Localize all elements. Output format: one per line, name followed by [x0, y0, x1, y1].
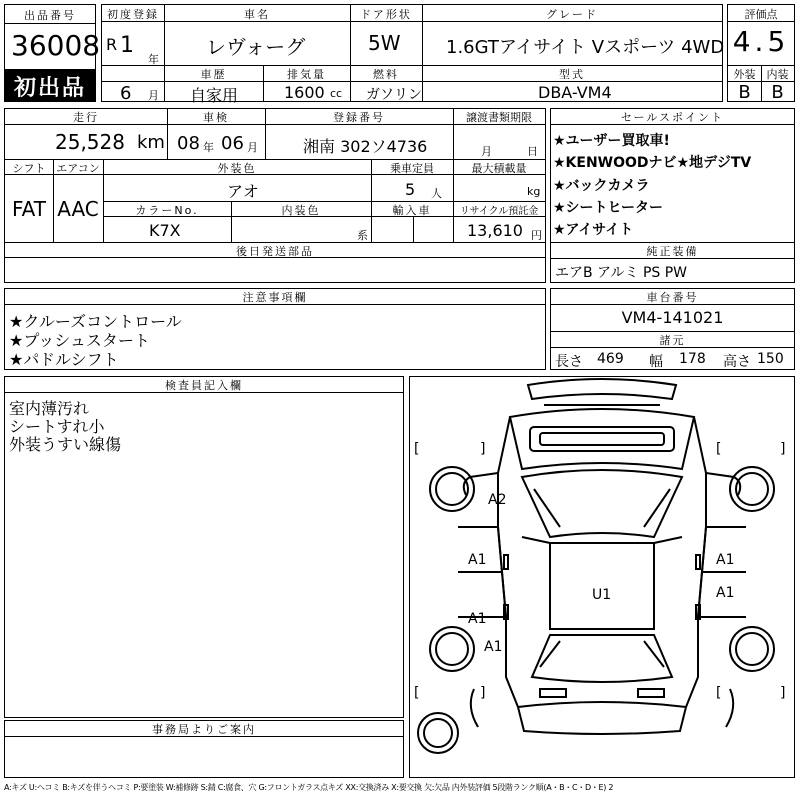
displacement-value: 1600 — [284, 83, 325, 102]
recycle-value: 13,610 — [467, 221, 523, 240]
import-label: 輸入車 — [392, 204, 432, 217]
spec-title: 諸元 — [659, 334, 686, 347]
bracket-rear-right-open: [ — [716, 685, 722, 701]
first-reg-year: 1 — [120, 33, 134, 58]
damage-mark-a1-left-front-door: A1 — [468, 552, 487, 568]
car-name: レヴォーグ — [206, 35, 306, 59]
first-listing-text: 初出品 — [13, 76, 86, 101]
damage-mark-a2: A2 — [488, 492, 507, 508]
main-header-box — [101, 4, 725, 105]
fuel-label: 燃料 — [373, 68, 399, 81]
load-unit: kg — [527, 185, 541, 198]
sales-points-title: セールスポイント — [620, 111, 724, 124]
height-value: 150 — [757, 351, 784, 367]
ac-value: AAC — [57, 197, 99, 221]
color-no-value: K7X — [149, 221, 181, 240]
load-label: 最大積載量 — [471, 162, 527, 175]
bracket-front-right-open: [ — [716, 441, 722, 457]
transfer-label: 譲渡書類期限 — [466, 111, 532, 124]
bracket-front-left-open: [ — [414, 441, 420, 457]
color-value: アオ — [227, 182, 259, 201]
recycle-label: リサイクル預託金 — [459, 206, 539, 217]
capacity-unit: 人 — [431, 187, 442, 200]
mileage-unit: km — [137, 132, 165, 153]
later-parts-label: 後日発送部品 — [236, 245, 314, 258]
exterior-label: 外装 — [733, 68, 756, 81]
damage-mark-a1-right-rear-door: A1 — [716, 585, 735, 601]
inspection-year-unit: 年 — [203, 141, 214, 154]
bracket-front-left-close: ] — [480, 441, 486, 457]
interior-score: B — [771, 82, 784, 103]
length-value: 469 — [597, 351, 624, 367]
chassis-value: VM4-141021 — [621, 308, 724, 327]
width-label: 幅 — [649, 354, 663, 370]
chassis-box — [550, 288, 795, 370]
exterior-score: B — [738, 82, 751, 103]
lot-number: 36008 — [11, 29, 101, 62]
fuel-value: ガソリン — [366, 87, 422, 103]
note-1: ★クルーズコントロール — [9, 312, 182, 331]
damage-mark-u1-roof: U1 — [592, 587, 612, 603]
genuine-value: エアB アルミ PS PW — [555, 265, 688, 281]
office-title: 事務局よりご案内 — [152, 723, 256, 736]
chassis-title: 車台番号 — [646, 291, 699, 304]
damage-mark-a1-left-quarter: A1 — [484, 639, 503, 655]
transfer-month-unit: 月 — [481, 145, 492, 158]
transfer-day-unit: 日 — [527, 145, 538, 158]
damage-mark-a1-left-rear-door: A1 — [468, 611, 487, 627]
history-value: 自家用 — [190, 86, 239, 105]
legend-text: A:キズ U:ヘコミ B:キズを伴うヘコミ P:要塗装 W:補修跡 S:錆 C:腐食、穴 G:フロントガラス点キズ XX:交換済み X:要交換 欠:欠品 内外装評価 5段階ランク順(A・B・C・D・E) 2 — [4, 783, 614, 792]
door-label: ドア形状 — [360, 8, 412, 21]
bracket-front-right-close: ] — [780, 441, 786, 457]
score-value: 4.5 — [732, 25, 790, 58]
grade-value: 1.6GTアイサイト Vスポーツ 4WD — [446, 37, 725, 58]
width-value: 178 — [679, 351, 706, 367]
sales-point-3: ★バックカメラ — [553, 178, 650, 194]
interior-label: 内装 — [766, 68, 789, 81]
month-unit: 月 — [148, 89, 159, 102]
sales-point-4: ★シートヒーター — [553, 200, 663, 216]
capacity-value: 5 — [405, 180, 416, 199]
ac-label: エアコン — [56, 162, 100, 175]
sales-points-box — [550, 108, 795, 283]
bracket-rear-right-close: ] — [780, 685, 786, 701]
plate-value: 湘南 302ソ4736 — [303, 137, 428, 156]
notes-box — [4, 288, 546, 370]
inspection-month-unit: 月 — [247, 141, 258, 154]
history-label: 車歴 — [200, 68, 227, 81]
car-outline-drawing — [410, 377, 794, 777]
inspector-line-1: 室内薄汚れ — [9, 399, 90, 418]
first-reg-month: 6 — [120, 83, 132, 104]
bracket-rear-left-close: ] — [480, 685, 486, 701]
damage-mark-a1-right-front-door: A1 — [716, 552, 735, 568]
height-label: 高さ — [723, 354, 751, 370]
genuine-title: 純正装備 — [646, 245, 699, 258]
office-box — [4, 720, 404, 778]
shift-value: FAT — [11, 197, 46, 221]
score-label: 評価点 — [744, 8, 778, 21]
sales-point-5: ★アイサイト — [553, 222, 634, 238]
sales-point-2: ★KENWOODナビ★地デジTV — [553, 155, 752, 171]
mileage-label: 走行 — [73, 111, 99, 124]
first-reg-label: 初度登録 — [107, 8, 159, 21]
shift-label: シフト — [12, 162, 46, 175]
displacement-unit: cc — [330, 87, 343, 100]
model-label: 型式 — [559, 68, 585, 81]
note-3: ★パドルシフト — [9, 350, 119, 369]
note-2: ★プッシュスタート — [9, 331, 150, 350]
lot-box — [4, 4, 101, 102]
door-value: 5W — [368, 31, 401, 55]
displacement-label: 排気量 — [287, 68, 326, 81]
color-no-label: カラーNo. — [135, 204, 199, 217]
plate-label: 登録番号 — [333, 111, 385, 124]
interior-color-label: 内装色 — [281, 204, 321, 217]
color-label: 外装色 — [217, 162, 257, 175]
sales-point-1: ★ユーザー買取車! — [553, 133, 670, 149]
lot-label: 出品番号 — [24, 9, 76, 22]
car-name-label: 車名 — [244, 8, 270, 21]
mileage-value: 25,528 — [55, 130, 125, 154]
recycle-unit: 円 — [531, 229, 542, 242]
score-box — [727, 4, 795, 102]
capacity-label: 乗車定員 — [390, 162, 434, 175]
bracket-rear-left-open: [ — [414, 685, 420, 701]
inspection-year: 08 — [177, 133, 200, 154]
inspector-line-3: 外装うすい線傷 — [9, 435, 122, 454]
detail-box — [4, 108, 546, 283]
interior-color-unit: 系 — [357, 229, 368, 242]
inspection-month: 06 — [221, 133, 244, 154]
length-label: 長さ — [555, 354, 583, 370]
model-value: DBA-VM4 — [538, 83, 612, 102]
inspection-label: 車検 — [203, 111, 229, 124]
era: R — [106, 35, 118, 54]
year-unit: 年 — [148, 53, 159, 66]
notes-title: 注意事項欄 — [242, 291, 308, 304]
inspector-title: 検査員記入欄 — [165, 379, 243, 392]
grade-label: グレード — [546, 8, 598, 21]
inspector-line-2: シートすれ小 — [9, 417, 105, 436]
car-diagram — [409, 376, 795, 778]
inspector-box — [4, 376, 404, 718]
